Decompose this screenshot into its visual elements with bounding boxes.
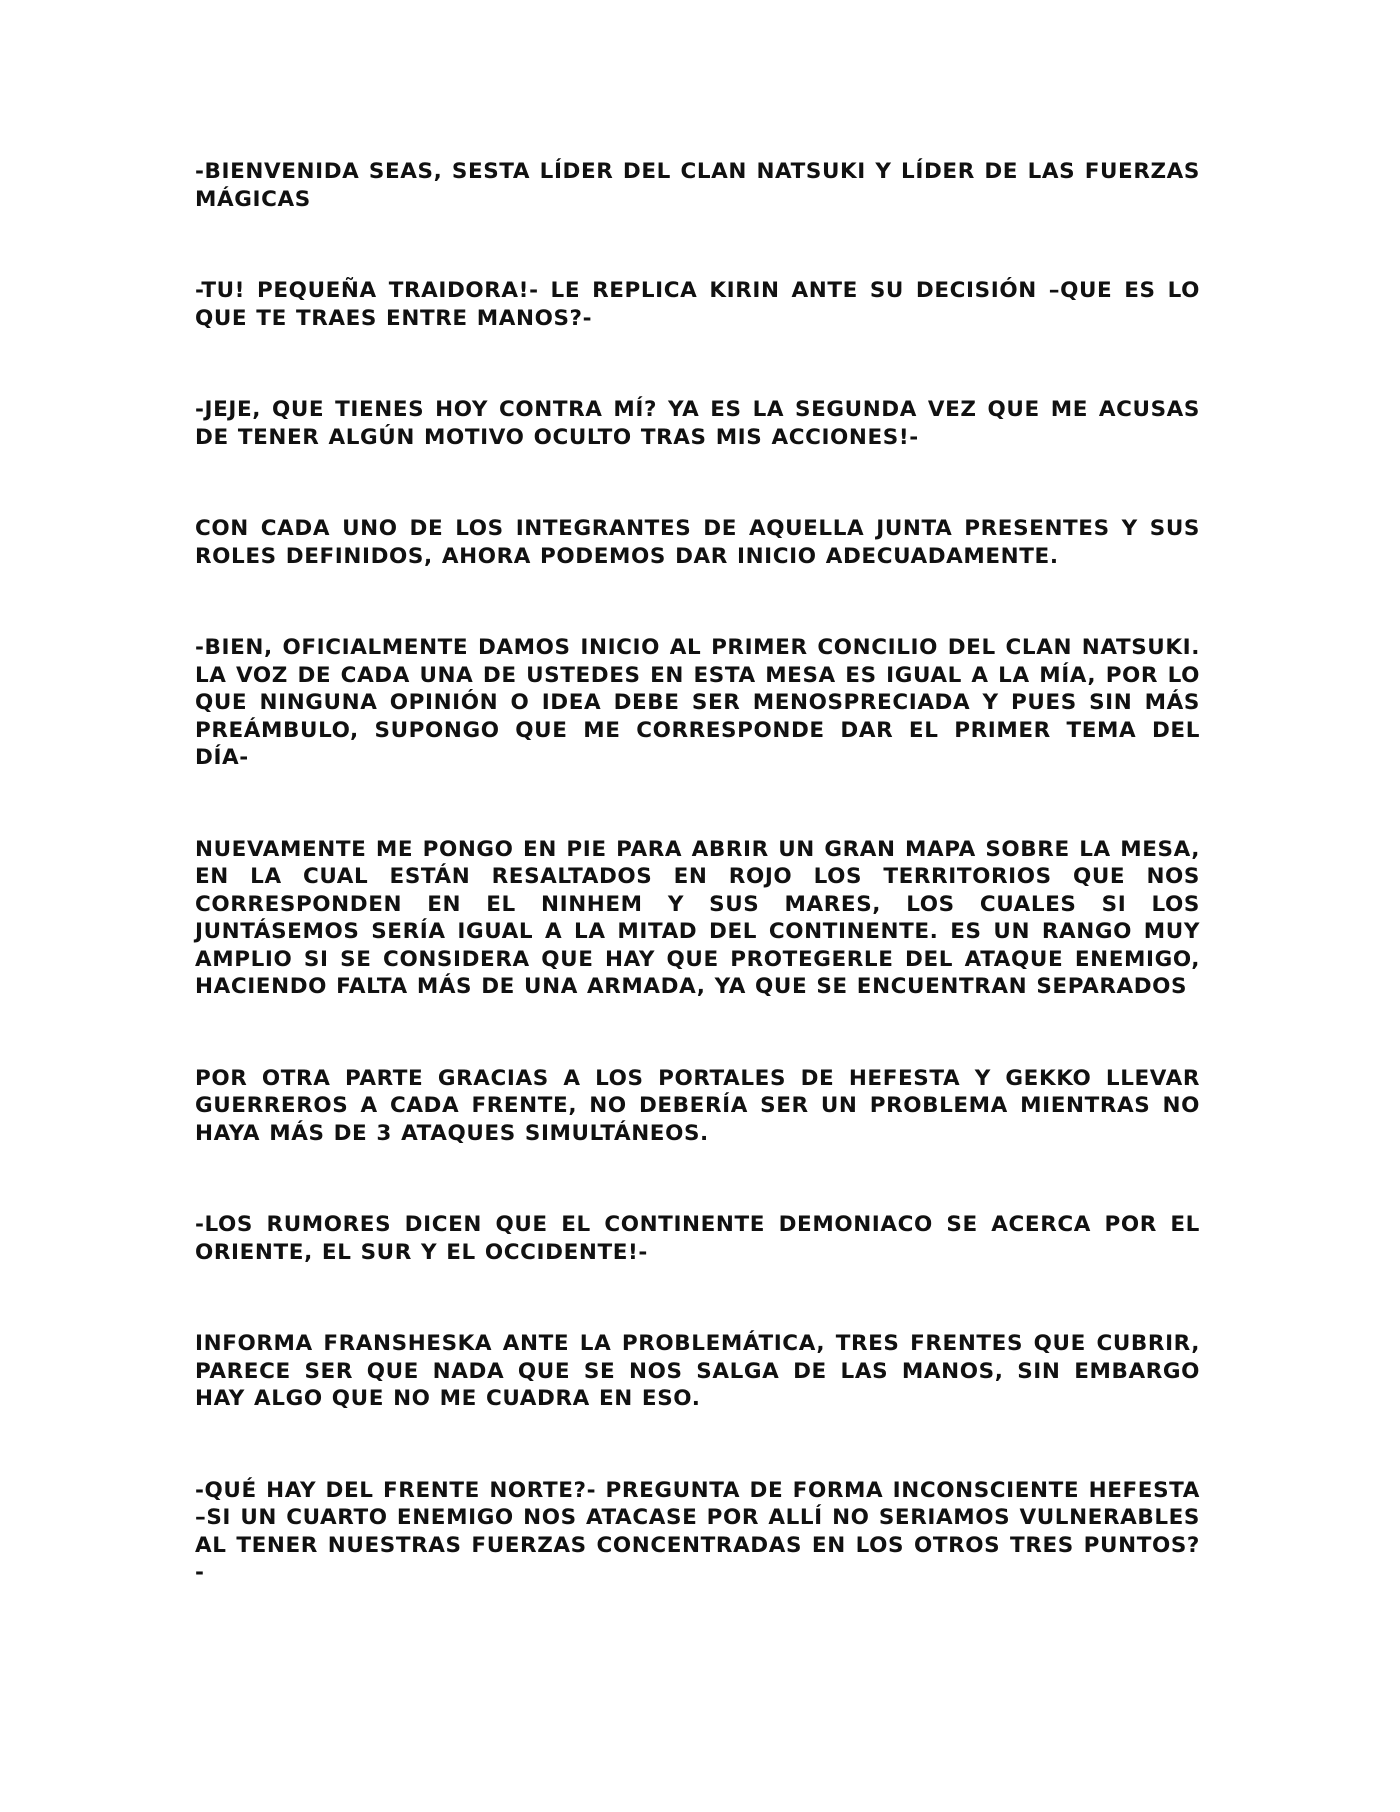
paragraph-6: NUEVAMENTE ME PONGO EN PIE PARA ABRIR UN GRAN MAPA SOBRE LA MESA, EN LA CUAL ESTÁN RESALTADOS EN ROJO LOS TERRITORIOS QUE NOS CORRESPONDEN EN EL NINHEM Y SUS MARES, LOS CUALES SI LOS JUNTÁSEMOS SERÍA IGUAL A LA MITAD DEL CONTINENTE. ES UN RANGO MUY AMPLIO SI SE CONSIDERA QUE HAY QUE PROTEGERLE DEL ATAQUE ENEMIGO, HACIENDO FALTA MÁS DE UNA ARMADA, YA QUE SE ENCUENTRAN SEPARADOS (195, 836, 1200, 999)
paragraph-1: -BIENVENIDA SEAS, SESTA LÍDER DEL CLAN NATSUKI Y LÍDER DE LAS FUERZAS MÁGICAS (195, 159, 1200, 212)
paragraph-3: -JEJE, QUE TIENES HOY CONTRA MÍ? YA ES LA SEGUNDA VEZ QUE ME ACUSAS DE TENER ALGÚN MOTIVO OCULTO TRAS MIS ACCIONES!- (195, 397, 1200, 450)
paragraph-7: POR OTRA PARTE GRACIAS A LOS PORTALES DE HEFESTA Y GEKKO LLEVAR GUERREROS A CADA FRENTE, NO DEBERÍA SER UN PROBLEMA MIENTRAS NO HAYA MÁS DE 3 ATAQUES SIMULTÁNEOS. (195, 1065, 1200, 1146)
paragraph-5: -BIEN, OFICIALMENTE DAMOS INICIO AL PRIMER CONCILIO DEL CLAN NATSUKI. LA VOZ DE CADA UNA DE USTEDES EN ESTA MESA ES IGUAL A LA MÍA, POR LO QUE NINGUNA OPINIÓN O IDEA DEBE SER MENOSPRECIADA Y PUES SIN MÁS PREÁMBULO, SUPONGO QUE ME CORRESPONDE DAR EL PRIMER TEMA DEL DÍA- (195, 635, 1200, 770)
paragraph-2: -TU! PEQUEÑA TRAIDORA!- LE REPLICA KIRIN ANTE SU DECISIÓN –QUE ES LO QUE TE TRAES ENTRE MANOS?- (195, 278, 1200, 331)
paragraph-10: -QUÉ HAY DEL FRENTE NORTE?- PREGUNTA DE FORMA INCONSCIENTE HEFESTA –SI UN CUARTO ENEMIGO NOS ATACASE POR ALLÍ NO SERIAMOS VULNERABLES AL TENER NUESTRAS FUERZAS CONCENTRADAS EN LOS OTROS TRES PUNTOS?- (195, 1477, 1200, 1585)
text-column (195, 158, 1200, 1587)
paragraph-9: INFORMA FRANSHESKA ANTE LA PROBLEMÁTICA, TRES FRENTES QUE CUBRIR, PARECE SER QUE NADA QUE SE NOS SALGA DE LAS MANOS, SIN EMBARGO HAY ALGO QUE NO ME CUADRA EN ESO. (195, 1331, 1200, 1411)
paragraph-8: -LOS RUMORES DICEN QUE EL CONTINENTE DEMONIACO SE ACERCA POR EL ORIENTE, EL SUR Y EL OCCIDENTE!- (195, 1212, 1200, 1265)
paragraph-4: CON CADA UNO DE LOS INTEGRANTES DE AQUELLA JUNTA PRESENTES Y SUS ROLES DEFINIDOS, AHORA PODEMOS DAR INICIO ADECUADAMENTE. (195, 516, 1200, 569)
